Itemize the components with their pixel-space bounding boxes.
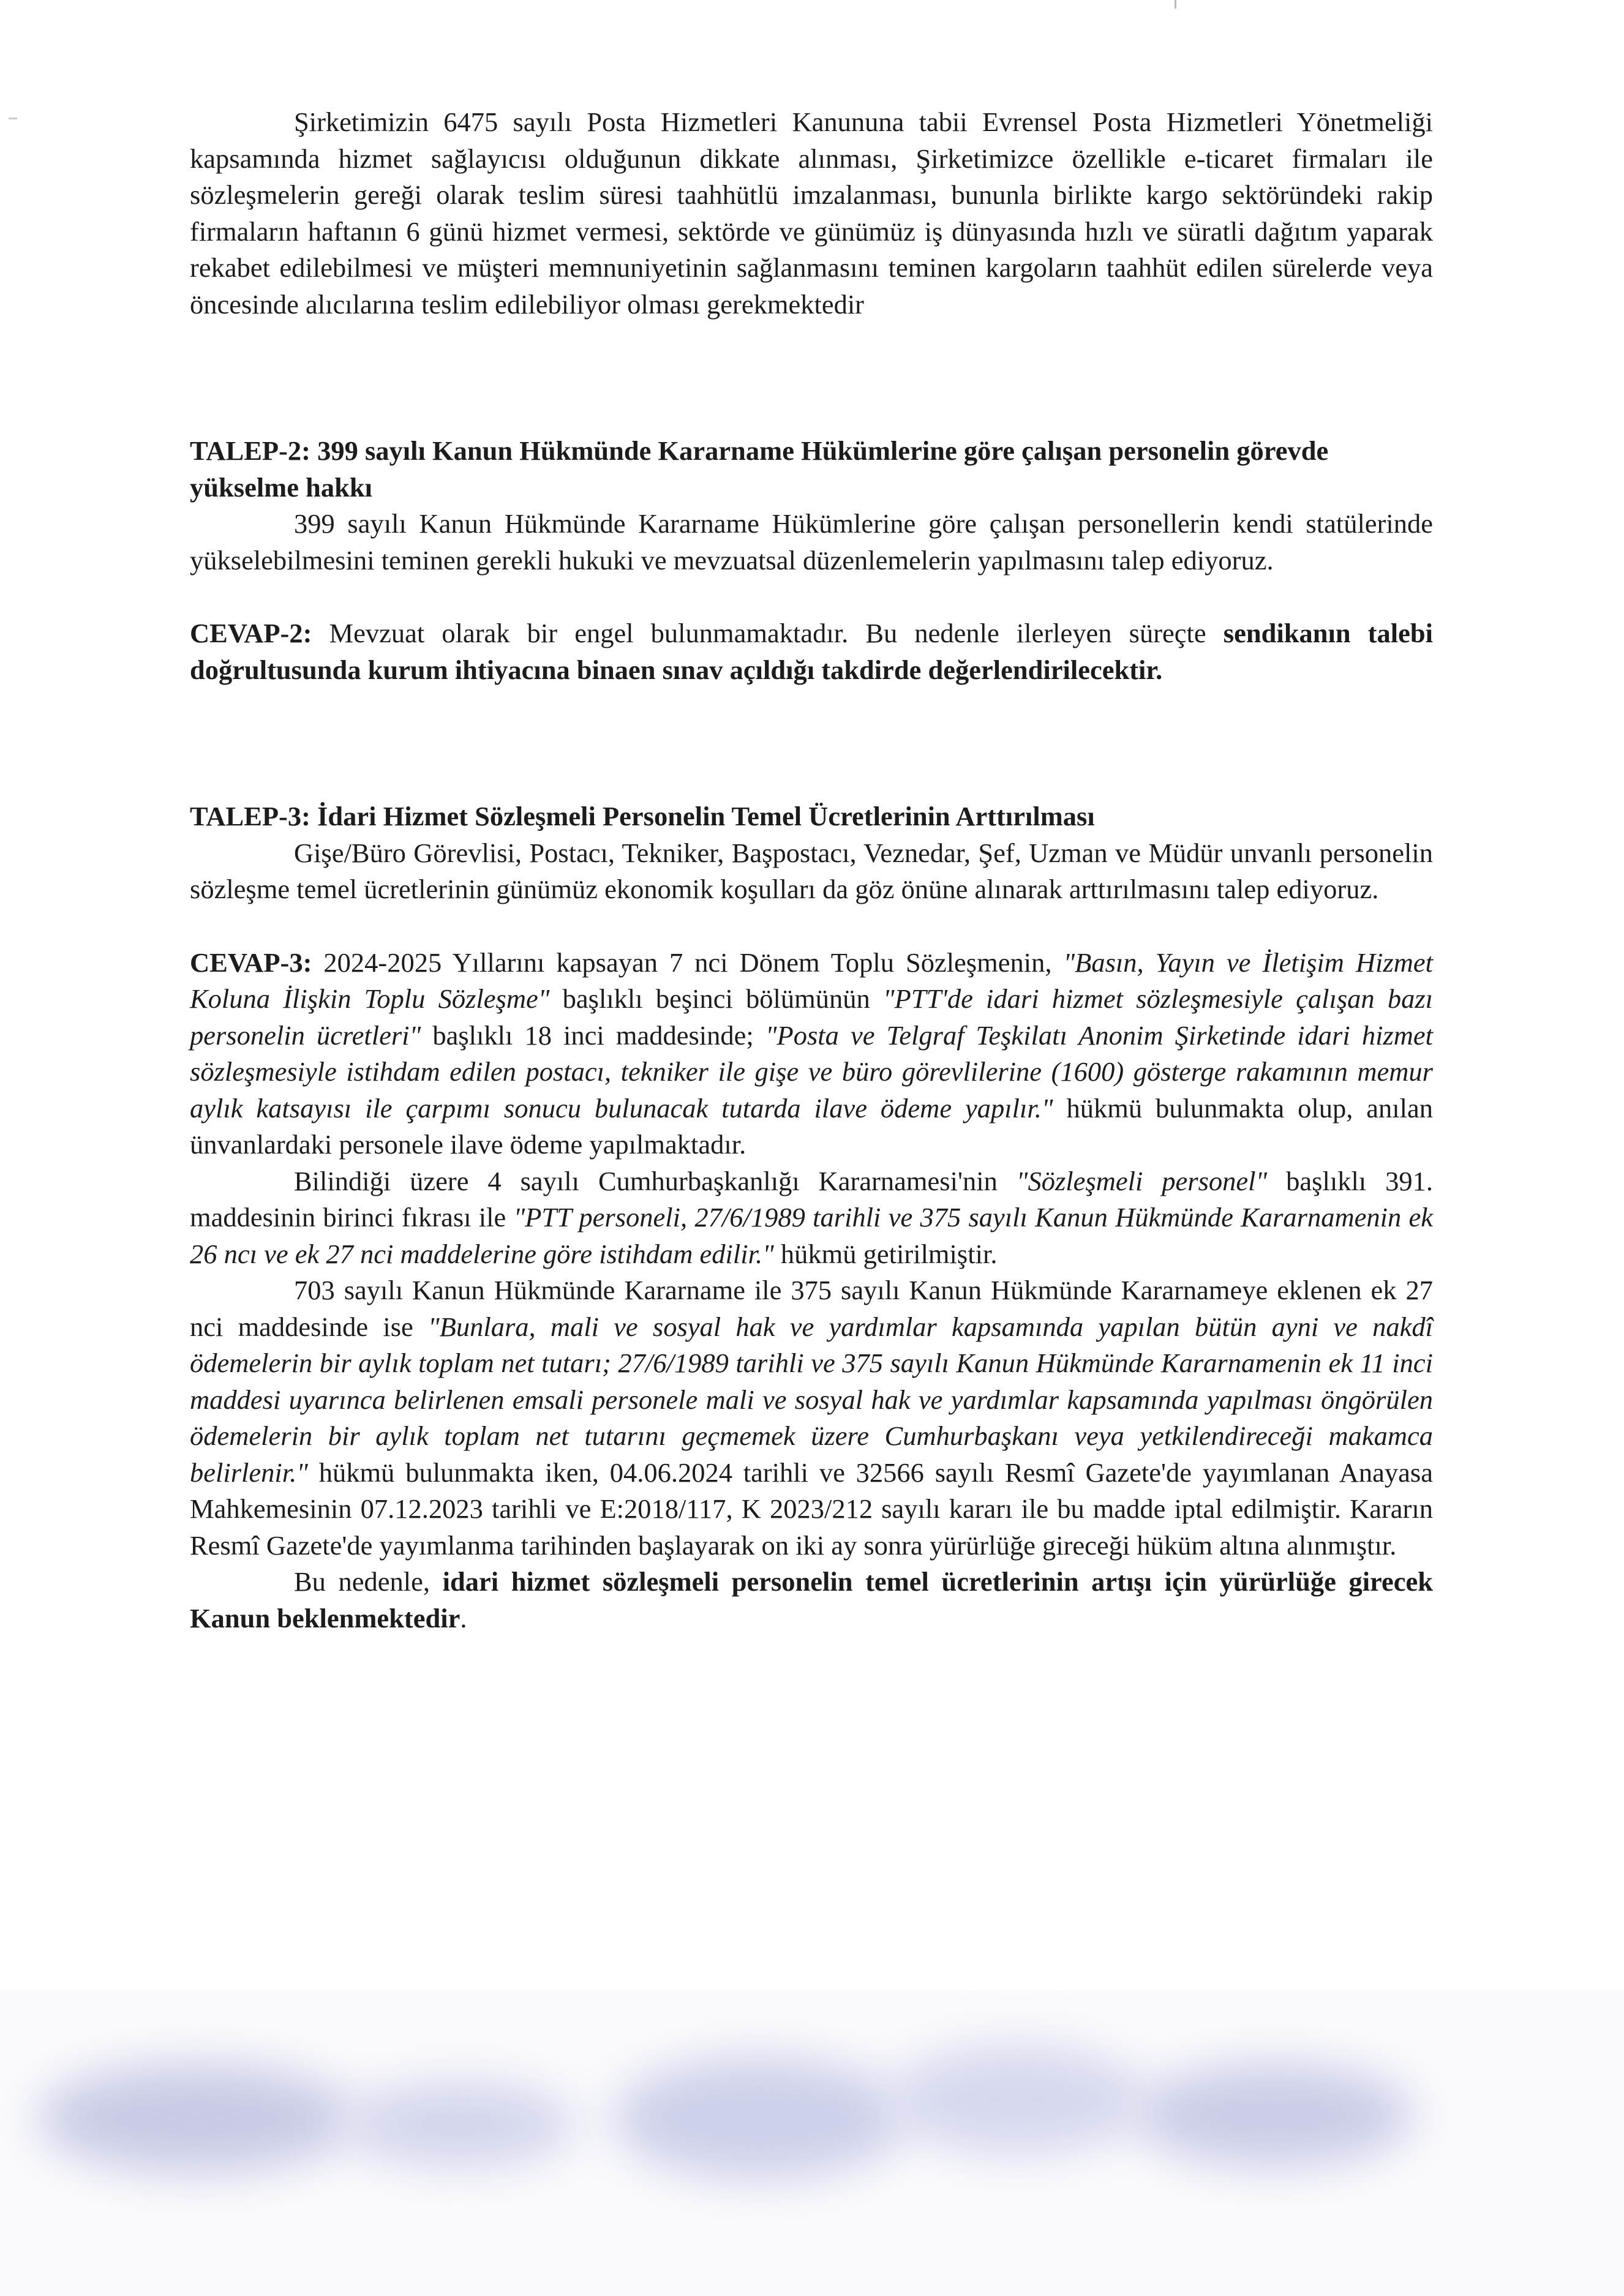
text-run: başlıklı beşinci bölümünün	[549, 983, 883, 1014]
text-run: başlıklı 18 inci maddesinde;	[421, 1019, 765, 1051]
cevap-2-label: CEVAP-2:	[190, 618, 312, 648]
scan-mark	[1175, 0, 1176, 9]
quote: "Bunlara, mali ve sosyal hak ve yardımlar kapsamında yapılan bütün ayni ve nakdî ödemelerin bir aylık toplam net tutarı; 27/6/1989 tarihli ve 375 sayılı Kanun Hükmünde Kararnamenin ek 11 inci maddesi uyarınca belirlenen emsali personele mali ve sosyal hak ve yardımlar kapsamında yapılması öngörülen ödemelerin bir aylık toplam net tutarını geçmemek üzere Cumhurbaşkanı veya yetkilendireceği makamca belirlenir."	[190, 1311, 1433, 1488]
text-run: hükmü getirilmiştir.	[773, 1238, 998, 1269]
talep-2-body: 399 sayılı Kanun Hükmünde Kararname Hükümlerine göre çalışan personellerin kendi statülerinde yükselebilmesini teminen gerekli hukuki ve mevzuatsal düzenlemelerin yapılmasını talep ediyoruz.	[190, 508, 1433, 576]
cevap-2-bold: sendikanın talebi doğrultusunda kurum ihtiyacına binaen sınav açıldığı takdirde değerlendirilecektir.	[190, 618, 1433, 685]
scan-mark	[9, 118, 17, 119]
text-run: Bilindiği üzere 4 sayılı Cumhurbaşkanlığı Kararnamesi'nin	[294, 1165, 1017, 1196]
blurred-signature	[888, 2045, 1145, 2155]
document-body	[190, 104, 1433, 1637]
intro-paragraph: Şirketimizin 6475 sayılı Posta Hizmetleri Kanununa tabii Evrensel Posta Hizmetleri Yönetmeliği kapsamında hizmet sağlayıcısı olduğunun dikkate alınması, Şirketimizce özellikle e-ticaret firmaları ile sözleşmelerin gereği olarak teslim süresi taahhütlü imzalanması, bununla birlikte kargo sektöründeki rakip firmaların haftanın 6 günü hizmet vermesi, sektörde ve günümüz iş dünyasında hızlı ve süratli dağıtım yaparak rekabet edilebilmesi ve müşteri memnuniyetinin sağlanmasını teminen kargoların taahhüt edilen sürelerde veya öncesinde alıcılarına teslim edilebiliyor olması gerekmektedir	[190, 107, 1433, 320]
quote: "Sözleşmeli personel"	[1016, 1165, 1268, 1196]
blurred-signature-area	[0, 1990, 1624, 2296]
cevap-2-text: Mevzuat olarak bir engel bulunmamaktadır. Bu nedenle ilerleyen süreçte	[312, 618, 1224, 648]
quote: "PTT personeli, 27/6/1989 tarihli ve 375 sayılı Kanun Hükmünde Kararnamenin ek 26 ncı ve ek 27 nci maddelerine göre istihdam edilir."	[190, 1202, 1433, 1269]
cevap-3-paragraph-1	[190, 945, 1433, 1163]
cevap-3-label: CEVAP-3:	[190, 947, 312, 978]
text-run: başlıklı 391. maddesinin birinci fıkrası ile	[190, 1165, 1433, 1232]
bold-run: idari hizmet sözleşmeli personelin temel ücretlerinin artışı için yürürlüğe girecek Kanun beklenmektedir	[190, 1566, 1434, 1634]
blurred-signature	[37, 2063, 355, 2174]
text-run: 2024-2025 Yıllarını kapsayan 7 nci Dönem Toplu Sözleşmenin,	[312, 947, 1064, 978]
text-run: .	[460, 1602, 467, 1634]
quote: "PTT'de idari hizmet sözleşmesiyle çalışan bazı personelin ücretleri"	[190, 983, 1434, 1051]
cevap-2-paragraph	[190, 615, 1433, 688]
quote: "Basın, Yayın ve İletişim Hizmet Koluna İlişkin Toplu Sözleşme"	[190, 947, 1433, 1014]
blurred-signature	[1133, 2063, 1415, 2167]
blurred-signature	[612, 2057, 906, 2180]
cevap-3-paragraph-4	[190, 1564, 1433, 1637]
text-run: 703 sayılı Kanun Hükmünde Kararname ile 375 sayılı Kanun Hükmünde Kararnameye eklenen ek 27 nci maddesinde ise	[190, 1275, 1433, 1342]
blurred-signature	[343, 2082, 576, 2167]
cevap-3-paragraph-2	[190, 1163, 1433, 1273]
text-run: hükmü bulunmakta iken, 04.06.2024 tarihli ve 32566 sayılı Resmî Gazete'de yayımlanan Anayasa Mahkemesinin 07.12.2023 tarihli ve E:2018/117, K 2023/212 sayılı kararı ile bu madde iptal edilmiştir. Kararın Resmî Gazete'de yayımlanma tarihinden başlayarak on iki ay sonra yürürlüğe gireceği hüküm altına alınmıştır.	[190, 1457, 1433, 1561]
text-run: hükmü bulunmakta olup, anılan ünvanlardaki personele ilave ödeme yapılmaktadır.	[190, 1092, 1433, 1160]
cevap-3-paragraph-3	[190, 1272, 1433, 1564]
talep-3-body: Gişe/Büro Görevlisi, Postacı, Tekniker, Başpostacı, Veznedar, Şef, Uzman ve Müdür unvanlı personelin sözleşme temel ücretlerinin günümüz ekonomik koşulları da göz önüne alınarak arttırılmasını talep ediyoruz.	[190, 837, 1433, 904]
quote: "Posta ve Telgraf Teşkilatı Anonim Şirketinde idari hizmet sözleşmesiyle istihdam edilen postacı, tekniker ile gişe ve büro görevlilerine (1600) gösterge rakamının memur aylık katsayısı ile çarpımı sonucu bulunacak tutarda ilave ödeme yapılır."	[190, 1019, 1433, 1124]
talep-2-heading: TALEP-2: 399 sayılı Kanun Hükmünde Kararname Hükümlerine göre çalışan personelin görevde yükselme hakkı	[190, 435, 1329, 503]
text-run: Bu nedenle,	[294, 1566, 443, 1597]
talep-3-heading: TALEP-3: İdari Hizmet Sözleşmeli Personelin Temel Ücretlerinin Arttırılması	[190, 801, 1095, 831]
